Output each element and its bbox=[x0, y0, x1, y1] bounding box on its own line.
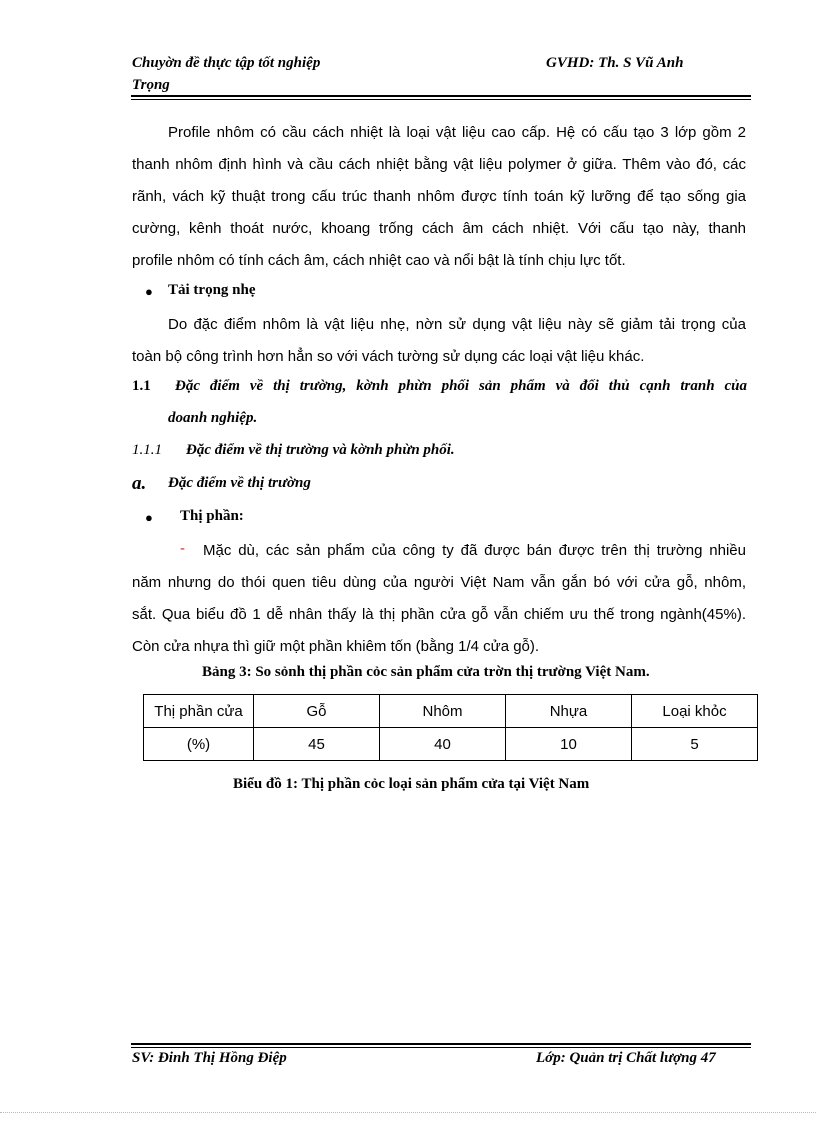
dash-marker: - bbox=[180, 540, 185, 557]
item-letter: a. bbox=[132, 473, 147, 494]
para3-line: sắt. Qua biểu đồ 1 dễ nhân thấy là thị phần cửa gỗ vẫn chiếm ưu thế trong ngành(45%). bbox=[132, 606, 746, 623]
header-title-line1: Chuyờn đề thực tập tốt nghiệp bbox=[132, 55, 321, 71]
para1-line: Profile nhôm có cầu cách nhiệt là loại vật liệu cao cấp. Hệ có cấu tạo 3 lớp gồm 2 bbox=[168, 124, 746, 141]
para3-line: năm nhưng do thói quen tiêu dùng của người Việt Nam vẫn gắn bó với cửa gỗ, nhôm, bbox=[132, 574, 746, 591]
header-rule-thick bbox=[131, 95, 751, 97]
header-rule-thin bbox=[131, 99, 751, 100]
bullet-heading-light-load: Tải trọng nhẹ bbox=[168, 282, 256, 298]
table-caption: Bảng 3: So sỏnh thị phần cỏc sản phẩm cửa trờn thị trường Việt Nam. bbox=[202, 664, 650, 680]
para3-line: Còn cửa nhựa thì giữ một phần khiêm tốn (bằng 1/4 cửa gỗ). bbox=[132, 638, 540, 655]
footer-rule-thick bbox=[131, 1043, 751, 1045]
item-heading: Đặc điểm về thị trường bbox=[168, 475, 311, 491]
bullet-icon: ● bbox=[145, 510, 153, 525]
section-heading-cont: doanh nghiệp. bbox=[168, 410, 258, 426]
para1-line: thanh nhôm định hình và cầu cách nhiệt bằng vật liệu polymer ở giữa. Thêm vào đó, các bbox=[132, 156, 746, 173]
footer-student: SV: Đinh Thị Hồng Điệp bbox=[132, 1050, 287, 1066]
row-label-top: Thị phần cửa bbox=[144, 695, 254, 728]
subsection-number: 1.1.1 bbox=[132, 442, 162, 458]
para1-line: profile nhôm có tính cách âm, cách nhiệt cao và nổi bật là tính chịu lực tốt. bbox=[132, 252, 626, 269]
section-number: 1.1 bbox=[132, 378, 151, 394]
row-label-bottom: (%) bbox=[144, 728, 254, 761]
table-value-cell: 5 bbox=[632, 728, 758, 761]
section-heading: Đặc điểm về thị trường, kờnh phừn phối sản phẩm và đối thủ cạnh tranh của bbox=[175, 378, 747, 394]
subsection-heading: Đặc điểm về thị trường và kờnh phừn phối. bbox=[186, 442, 455, 458]
table-header-cell: Loại khỏc bbox=[632, 695, 758, 728]
table-header-cell: Nhôm bbox=[380, 695, 506, 728]
para1-line: cường, kênh thoát nước, khoang trống cách âm cách nhiệt. Với cấu tạo này, thanh bbox=[132, 220, 746, 237]
table-value-cell: 45 bbox=[254, 728, 380, 761]
para1-line: rãnh, vách kỹ thuật trong cấu trúc thanh nhôm được tính toán kỹ lưỡng để tạo sống gia bbox=[132, 188, 746, 205]
table-value-cell: 10 bbox=[506, 728, 632, 761]
footer-rule-thin bbox=[131, 1047, 751, 1048]
footer-class: Lớp: Quản trị Chất lượng 47 bbox=[536, 1050, 716, 1066]
table-row bbox=[144, 695, 758, 728]
chart-caption: Biểu đồ 1: Thị phần cỏc loại sản phẩm cửa tại Việt Nam bbox=[233, 776, 590, 792]
bullet-icon: ● bbox=[145, 284, 153, 299]
header-title-line2: Trọng bbox=[132, 77, 170, 93]
market-share-table bbox=[143, 694, 758, 761]
table-row bbox=[144, 728, 758, 761]
page-bottom-edge bbox=[0, 1112, 816, 1113]
header-left bbox=[132, 52, 432, 96]
table-header-cell: Gỗ bbox=[254, 695, 380, 728]
para2-line: toàn bộ công trình hơn hẳn so với vách tường sử dụng các loại vật liệu khác. bbox=[132, 348, 645, 365]
bullet-heading-market-share: Thị phần: bbox=[180, 508, 244, 524]
table-header-cell: Nhựa bbox=[506, 695, 632, 728]
para3-line: Mặc dù, các sản phẩm của công ty đã được bán được trên thị trường nhiều bbox=[203, 542, 746, 559]
para2-line: Do đặc điểm nhôm là vật liệu nhẹ, nờn sử dụng vật liệu này sẽ giảm tải trọng của bbox=[168, 316, 746, 333]
header-supervisor: GVHD: Th. S Vũ Anh bbox=[546, 55, 684, 71]
table-value-cell: 40 bbox=[380, 728, 506, 761]
